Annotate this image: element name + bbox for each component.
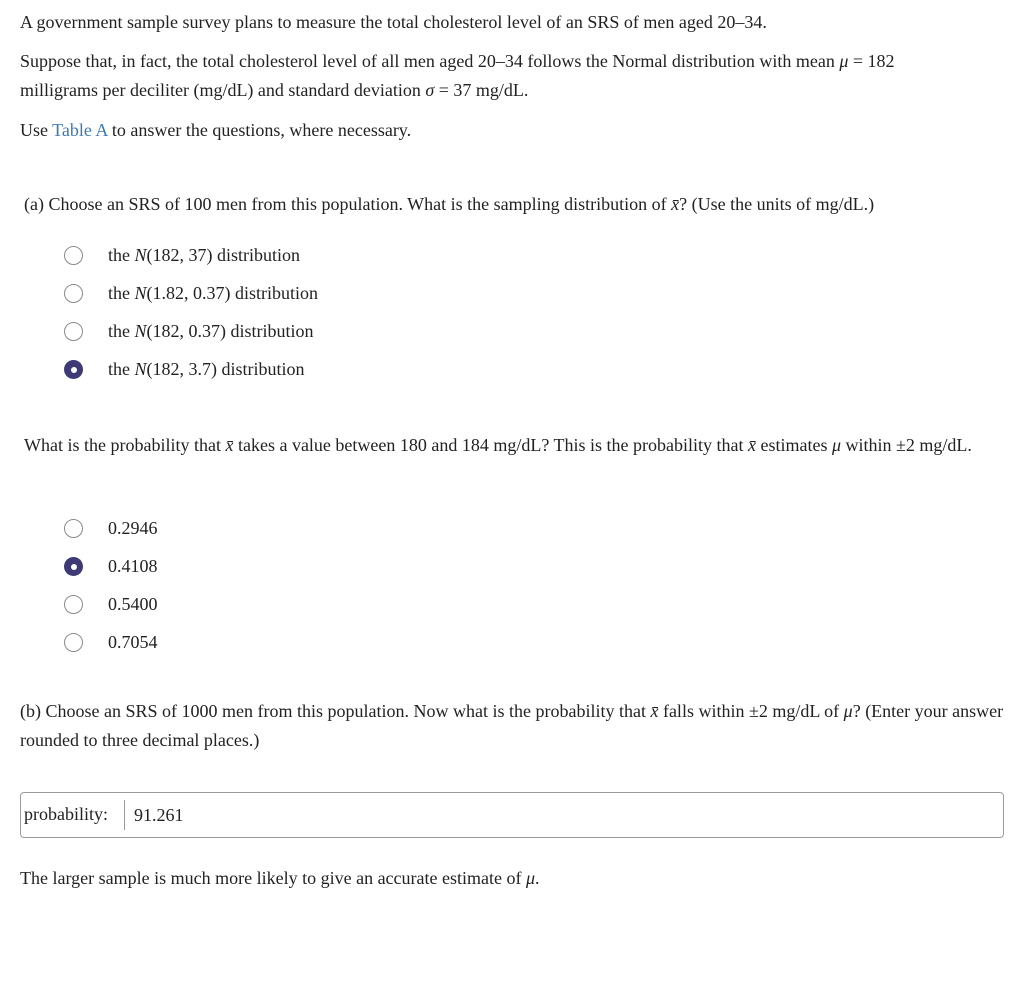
prob-radio-3[interactable]: [64, 595, 83, 614]
prob-option-label: 0.4108: [108, 555, 158, 576]
population-text-1: Suppose that, in fact, the total cholesterol level of all men aged 20–34 follows the Normal distribution with mean: [20, 51, 840, 71]
probability-question: What is the probability that x̄ takes a value between 180 and 184 mg/dL? This is the probability that x̄ estimates μ within ±2 mg/dL.: [24, 435, 972, 455]
prob-radio-2-selected[interactable]: [64, 557, 83, 576]
part-a-text-end: ? (Use the units of mg/dL.): [679, 194, 875, 214]
prob-option-label: 0.7054: [108, 631, 158, 652]
answer-separator: [124, 800, 125, 830]
dist-option-label: the N(182, 3.7) distribution: [108, 358, 305, 379]
dist-option-4[interactable]: [64, 355, 305, 383]
population-text-2: milligrams per deciliter (mg/dL) and standard deviation: [20, 80, 426, 100]
intro-sentence: [20, 8, 1010, 37]
prob-option-1[interactable]: [64, 514, 158, 542]
table-a-link[interactable]: Table A: [52, 120, 108, 140]
prob-option-2[interactable]: [64, 552, 158, 580]
dist-option-label: the N(182, 37) distribution: [108, 244, 301, 265]
dist-option-label: the N(1.82, 0.37) distribution: [108, 282, 319, 303]
mu-symbol: μ: [839, 51, 849, 71]
conclusion-text: The larger sample is much more likely to give an accurate estimate of μ.: [20, 868, 540, 888]
prob-radio-1[interactable]: [64, 519, 83, 538]
sd-value: = 37 mg/dL.: [434, 80, 529, 100]
mu-symbol: μ: [525, 868, 536, 888]
table-instruction: [20, 116, 1010, 145]
prob-option-label: 0.5400: [108, 593, 158, 614]
prob-option-label: 0.2946: [108, 517, 158, 538]
probability-label: probability:: [24, 804, 108, 824]
dist-option-3[interactable]: [64, 317, 314, 345]
mean-value: = 182: [848, 51, 895, 71]
intro-line1: A government sample survey plans to measure the total cholesterol level of an SRS of men aged 20–34.: [20, 12, 767, 32]
dist-radio-2[interactable]: [64, 284, 83, 303]
part-a-text: (a) Choose an SRS of 100 men from this population. What is the sampling distribution of: [24, 194, 672, 214]
prob-option-3[interactable]: [64, 590, 158, 618]
population-description: [20, 47, 1010, 105]
prob-radio-4[interactable]: [64, 633, 83, 652]
xbar-symbol: x̄: [671, 194, 680, 214]
part-b-question: (b) Choose an SRS of 1000 men from this population. Now what is the probability that x̄ falls within ±2 mg/dL of μ? (Enter your answer rounded to three decimal places.): [20, 701, 1004, 750]
probability-answer-row: [20, 792, 1004, 838]
dist-radio-4-selected[interactable]: [64, 360, 83, 379]
instruction-prefix: Use: [20, 120, 53, 140]
dist-option-1[interactable]: [64, 241, 300, 269]
sigma-symbol: σ: [425, 80, 435, 100]
dist-radio-1[interactable]: [64, 246, 83, 265]
dist-radio-3[interactable]: [64, 322, 83, 341]
probability-input[interactable]: [134, 801, 994, 829]
dist-option-2[interactable]: [64, 279, 318, 307]
instruction-suffix: to answer the questions, where necessary.: [107, 120, 412, 140]
prob-option-4[interactable]: [64, 628, 158, 656]
dist-option-label: the N(182, 0.37) distribution: [108, 320, 314, 341]
part-a-question: [24, 190, 1014, 219]
